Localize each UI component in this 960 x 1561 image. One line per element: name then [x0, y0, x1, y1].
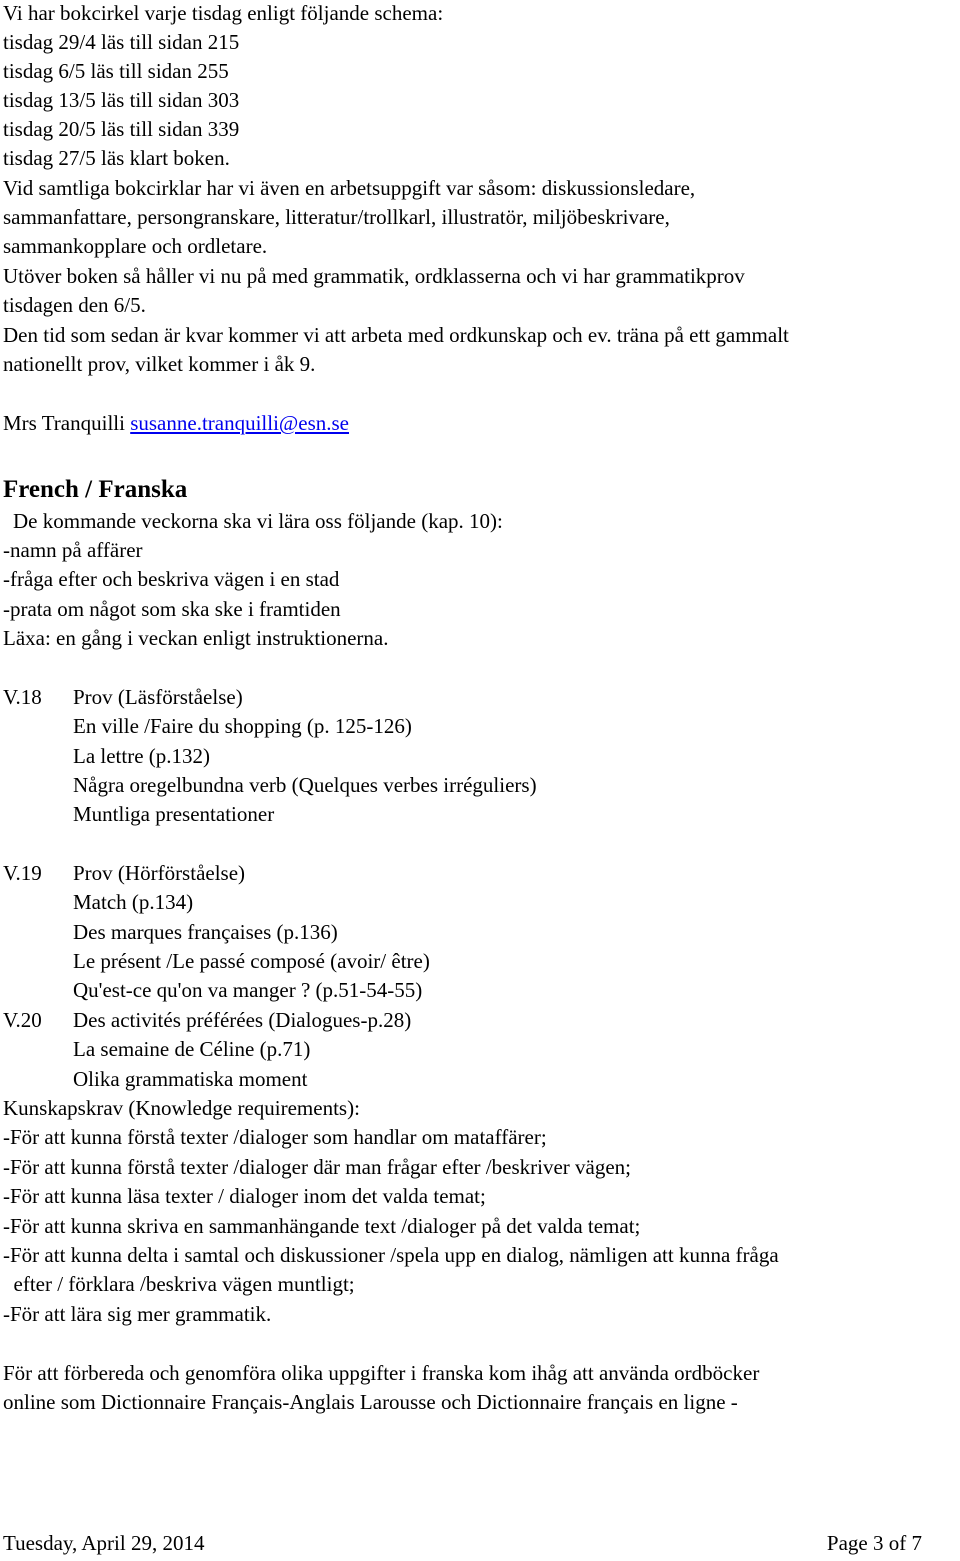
teacher-contact	[3, 411, 349, 435]
teacher-email-link[interactable]: susanne.tranquilli@esn.se	[130, 411, 350, 435]
requirement-line: -För att kunna läsa texter / dialoger inom det valda temat;	[3, 1184, 486, 1208]
teacher-name: Mrs Tranquilli	[3, 411, 125, 435]
text-line: sammanfattare, persongranskare, litteratur/trollkarl, illustratör, miljöbeskrivare,	[3, 205, 670, 229]
week-item: Match (p.134)	[73, 890, 194, 914]
text-line: Den tid som sedan är kvar kommer vi att arbeta med ordkunskap och ev. träna på ett gammalt	[3, 323, 789, 347]
footer-date: Tuesday, April 29, 2014	[3, 1531, 205, 1555]
closing-line: För att förbereda och genomföra olika uppgifter i franska kom ihåg att använda ordböcker	[3, 1361, 760, 1385]
requirements-title: Kunskapskrav (Knowledge requirements):	[3, 1096, 360, 1120]
closing-line: online som Dictionnaire Français-Anglais Larousse och Dictionnaire français en ligne -	[3, 1390, 738, 1414]
requirement-line: -För att kunna skriva en sammanhängande text /dialoger på det valda temat;	[3, 1214, 641, 1238]
text-line: tisdag 29/4 läs till sidan 215	[3, 30, 240, 54]
homework-line: Läxa: en gång i veckan enligt instruktionerna.	[3, 626, 389, 650]
requirement-line: -För att kunna delta i samtal och diskussioner /spela upp en dialog, nämligen att kunna fråga	[3, 1243, 779, 1267]
text-line: tisdag 6/5 läs till sidan 255	[3, 59, 229, 83]
week-item: Några oregelbundna verb (Quelques verbes irréguliers)	[73, 773, 537, 797]
topic-line: -namn på affärer	[3, 538, 143, 562]
requirement-line: -För att kunna förstå texter /dialoger som handlar om mataffärer;	[3, 1125, 547, 1149]
week-item: Olika grammatiska moment	[73, 1067, 308, 1091]
text-line: sammankopplare och ordletare.	[3, 234, 268, 258]
text-line: Vid samtliga bokcirklar har vi även en arbetsuppgift var såsom: diskussionsledare,	[3, 176, 696, 200]
topic-line: -prata om något som ska ske i framtiden	[3, 597, 341, 621]
text-line: tisdag 27/5 läs klart boken.	[3, 146, 230, 170]
week-item: Le présent /Le passé composé (avoir/ être)	[73, 949, 430, 973]
footer-page-number: Page 3 of 7	[826, 1531, 922, 1555]
week-label: V.20	[3, 1008, 42, 1032]
week-item: Des marques françaises (p.136)	[73, 920, 338, 944]
text-line: Vi har bokcirkel varje tisdag enligt följande schema:	[3, 1, 444, 25]
week-item: Prov (Hörförståelse)	[73, 861, 246, 885]
requirement-line: -För att kunna förstå texter /dialoger där man frågar efter /beskriver vägen;	[3, 1155, 631, 1179]
week-item: En ville /Faire du shopping (p. 125-126)	[73, 714, 412, 738]
week-label: V.19	[3, 861, 42, 885]
week-item: La semaine de Céline (p.71)	[73, 1037, 311, 1061]
text-line: tisdag 20/5 läs till sidan 339	[3, 117, 240, 141]
french-intro: De kommande veckorna ska vi lära oss följande (kap. 10):	[13, 509, 503, 533]
text-line: tisdagen den 6/5.	[3, 293, 146, 317]
topic-line: -fråga efter och beskriva vägen i en stad	[3, 567, 340, 591]
week-item: Qu'est-ce qu'on va manger ? (p.51-54-55)	[73, 978, 423, 1002]
week-label: V.18	[3, 685, 42, 709]
french-heading: French / Franska	[3, 476, 188, 503]
text-line: tisdag 13/5 läs till sidan 303	[3, 88, 240, 112]
requirement-line: -För att lära sig mer grammatik.	[3, 1302, 272, 1326]
week-item: Prov (Läsförståelse)	[73, 685, 243, 709]
week-item: La lettre (p.132)	[73, 744, 211, 768]
week-item: Des activités préférées (Dialogues-p.28)	[73, 1008, 412, 1032]
week-item: Muntliga presentationer	[73, 802, 275, 826]
requirement-line: efter / förklara /beskriva vägen muntligt;	[3, 1272, 355, 1296]
text-line: Utöver boken så håller vi nu på med grammatik, ordklasserna och vi har grammatikprov	[3, 264, 745, 288]
text-line: nationellt prov, vilket kommer i åk 9.	[3, 352, 316, 376]
